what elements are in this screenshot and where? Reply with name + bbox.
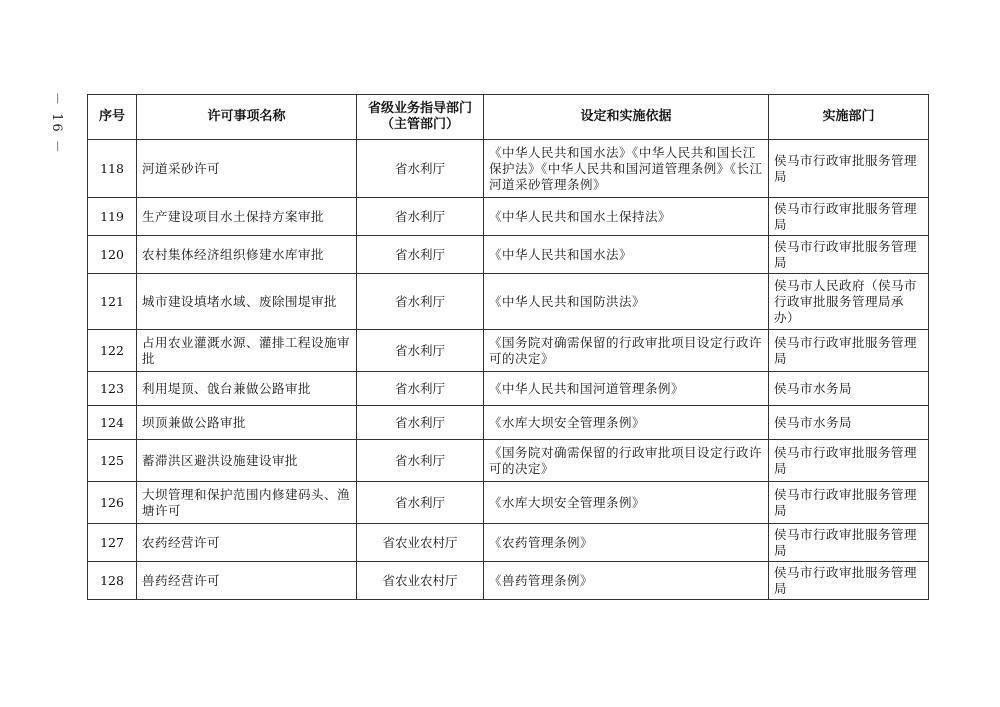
row-basis: 《中华人民共和国水法》 <box>484 236 769 274</box>
row-basis: 《中华人民共和国水法》《中华人民共和国长江保护法》《中华人民共和国河道管理条例》《长江河道采砂管理条例》 <box>484 140 769 198</box>
row-impl: 侯马市行政审批服务管理局 <box>769 482 929 524</box>
row-no: 127 <box>88 524 137 562</box>
table-row <box>88 198 929 236</box>
row-no: 125 <box>88 440 137 482</box>
row-name: 河道采砂许可 <box>137 140 357 198</box>
row-impl: 侯马市行政审批服务管理局 <box>769 330 929 372</box>
row-basis: 《中华人民共和国防洪法》 <box>484 274 769 330</box>
row-basis: 《中华人民共和国河道管理条例》 <box>484 372 769 406</box>
row-dept: 省农业农村厅 <box>357 562 484 600</box>
row-basis: 《兽药管理条例》 <box>484 562 769 600</box>
row-dept: 省水利厅 <box>357 372 484 406</box>
row-impl: 侯马市行政审批服务管理局 <box>769 236 929 274</box>
table-row <box>88 236 929 274</box>
row-impl: 侯马市行政审批服务管理局 <box>769 140 929 198</box>
row-impl: 侯马市水务局 <box>769 406 929 440</box>
row-name: 蓄滞洪区避洪设施建设审批 <box>137 440 357 482</box>
row-no: 123 <box>88 372 137 406</box>
table-row <box>88 140 929 198</box>
row-dept: 省水利厅 <box>357 440 484 482</box>
table-row <box>88 330 929 372</box>
table-row <box>88 482 929 524</box>
table-row <box>88 562 929 600</box>
row-dept: 省水利厅 <box>357 406 484 440</box>
row-basis: 《水库大坝安全管理条例》 <box>484 482 769 524</box>
row-basis: 《农药管理条例》 <box>484 524 769 562</box>
row-name: 农药经营许可 <box>137 524 357 562</box>
row-basis: 《国务院对确需保留的行政审批项目设定行政许可的决定》 <box>484 440 769 482</box>
row-dept: 省水利厅 <box>357 140 484 198</box>
row-dept: 省水利厅 <box>357 198 484 236</box>
row-name: 占用农业灌溉水源、灌排工程设施审批 <box>137 330 357 372</box>
header-no: 序号 <box>88 95 137 140</box>
row-name: 农村集体经济组织修建水库审批 <box>137 236 357 274</box>
row-no: 121 <box>88 274 137 330</box>
table-row <box>88 274 929 330</box>
row-impl: 侯马市人民政府（侯马市行政审批服务管理局承办） <box>769 274 929 330</box>
row-dept: 省农业农村厅 <box>357 524 484 562</box>
row-no: 120 <box>88 236 137 274</box>
header-dept-line1: 省级业务指导部门 <box>367 101 472 116</box>
row-name: 大坝管理和保护范围内修建码头、渔塘许可 <box>137 482 357 524</box>
row-impl: 侯马市行政审批服务管理局 <box>769 440 929 482</box>
row-dept: 省水利厅 <box>357 482 484 524</box>
row-no: 119 <box>88 198 137 236</box>
table-row <box>88 440 929 482</box>
row-name: 兽药经营许可 <box>137 562 357 600</box>
row-basis: 《中华人民共和国水土保持法》 <box>484 198 769 236</box>
row-name: 城市建设填堵水域、废除围堤审批 <box>137 274 357 330</box>
row-no: 124 <box>88 406 137 440</box>
row-dept: 省水利厅 <box>357 236 484 274</box>
table-row <box>88 372 929 406</box>
row-impl: 侯马市水务局 <box>769 372 929 406</box>
row-name: 坝顶兼做公路审批 <box>137 406 357 440</box>
row-basis: 《水库大坝安全管理条例》 <box>484 406 769 440</box>
row-no: 122 <box>88 330 137 372</box>
row-name: 生产建设项目水土保持方案审批 <box>137 198 357 236</box>
row-basis: 《国务院对确需保留的行政审批项目设定行政许可的决定》 <box>484 330 769 372</box>
table-row <box>88 524 929 562</box>
page-number: － 16 － <box>49 92 64 155</box>
header-name: 许可事项名称 <box>137 95 357 140</box>
header-dept-line2: （主管部门） <box>380 117 459 132</box>
permit-table <box>87 94 929 600</box>
header-basis: 设定和实施依据 <box>484 95 769 140</box>
row-impl: 侯马市行政审批服务管理局 <box>769 198 929 236</box>
header-impl: 实施部门 <box>769 95 929 140</box>
row-no: 126 <box>88 482 137 524</box>
row-dept: 省水利厅 <box>357 274 484 330</box>
header-dept <box>357 95 484 140</box>
row-impl: 侯马市行政审批服务管理局 <box>769 524 929 562</box>
row-name: 利用堤顶、戗台兼做公路审批 <box>137 372 357 406</box>
table-row <box>88 406 929 440</box>
row-no: 118 <box>88 140 137 198</box>
row-no: 128 <box>88 562 137 600</box>
row-dept: 省水利厅 <box>357 330 484 372</box>
row-impl: 侯马市行政审批服务管理局 <box>769 562 929 600</box>
table-header-row <box>88 95 929 140</box>
